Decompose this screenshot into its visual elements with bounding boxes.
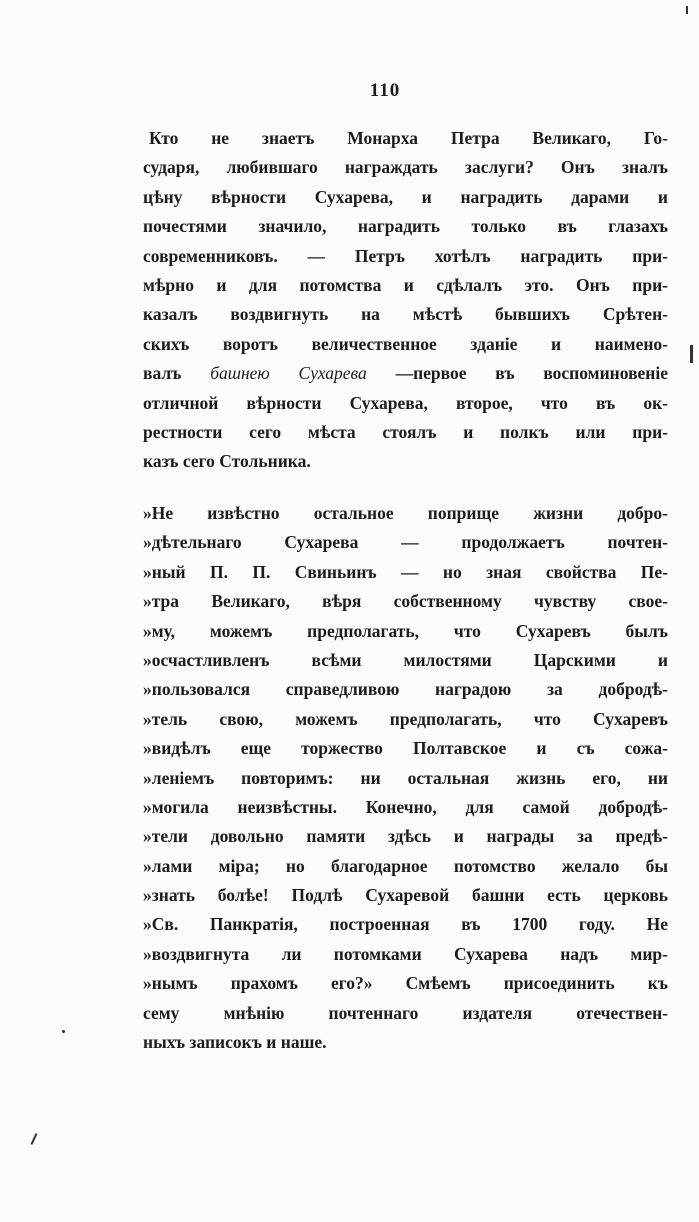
text-line: сему мнѣнiю почтеннаго издателя отечествен- [143,1002,668,1023]
scan-speck [686,6,688,14]
text-line: почестями значило, наградить только въ глазахъ [143,216,668,237]
text-line: »Не извѣстно остальное поприще жизни добро- [143,503,668,523]
text-segment: —первое въ воспоминовенiе [395,363,668,384]
text-line-with-italic [143,359,668,388]
text-line: »ный П. П. Свиньинъ — но зная свойства Пе- [143,561,668,582]
text-line: цѣну вѣрности Сухарева, и наградить дарами и [143,186,668,207]
text-line: казъ сего Стольника. [143,451,311,472]
text-line: скихъ воротъ величественное зданiе и наимено- [143,333,668,354]
text-line: »Св. Панкратiя, построенная въ 1700 году. Не [143,914,668,935]
scan-speck [62,1030,65,1033]
paragraph-1 [143,124,668,477]
text-line: »ленiемъ повторимъ: ни остальная жизнь его, ни [143,767,668,788]
text-line: »тели довольно памяти здѣсь и награды за предѣ- [143,826,668,847]
text-line: сударя, любившаго награждать заслуги? Онъ зналъ [143,157,668,178]
text-line: »пользовался справедливою наградою за добродѣ- [143,679,668,700]
text-line: казалъ воздвигнуть на мѣстѣ бывшихъ Срѣтен- [143,304,668,325]
text-line: »знать болѣе! Подлѣ Сухаревой башни есть церковь [143,885,668,906]
text-line: »видѣлъ еще торжество Полтавское и съ сожа- [143,738,668,759]
text-line: »воздвигнута ли потомками Сухарева надъ мир- [143,943,668,964]
text-line: »лами мiра; но благодарное потомство желало бы [143,855,668,876]
text-segment: валъ [143,363,182,384]
text-line: »дѣтельнаго Сухарева — продолжаетъ почтен- [143,532,668,553]
text-line: Кто не знаетъ Монарха Петра Великаго, Го- [149,128,668,148]
text-line: »му, можемъ предполагать, что Сухаревъ былъ [143,620,668,641]
text-line: »нымъ прахомъ его?» Смѣемъ присоединить къ [143,973,668,994]
scan-speck [690,345,693,363]
text-line: »тель свою, можемъ предполагать, что Сухаревъ [143,708,668,729]
text-line: современниковъ. — Петръ хотѣлъ наградить при- [143,245,668,266]
text-line: ныхъ записокъ и наше. [143,1032,327,1053]
text-line: мѣрно и для потомства и сдѣлалъ это. Онъ при- [143,274,668,295]
text-line: »могила неизвѣстны. Конечно, для самой добродѣ- [143,796,668,817]
italic-tower-name: башнею Сухарева [210,363,367,384]
scan-speck [31,1133,38,1145]
paragraph-2 [143,499,668,1057]
text-line: »осчастливленъ всѣми милостями Царскими и [143,649,668,670]
text-line: отличной вѣрности Сухарева, второе, что въ ок- [143,392,668,413]
page-number: 110 [369,80,401,101]
text-line: рестности сего мѣста стоялъ и полкъ или при- [143,421,668,442]
text-line: »тра Великаго, вѣря собственному чувству свое- [143,591,668,612]
